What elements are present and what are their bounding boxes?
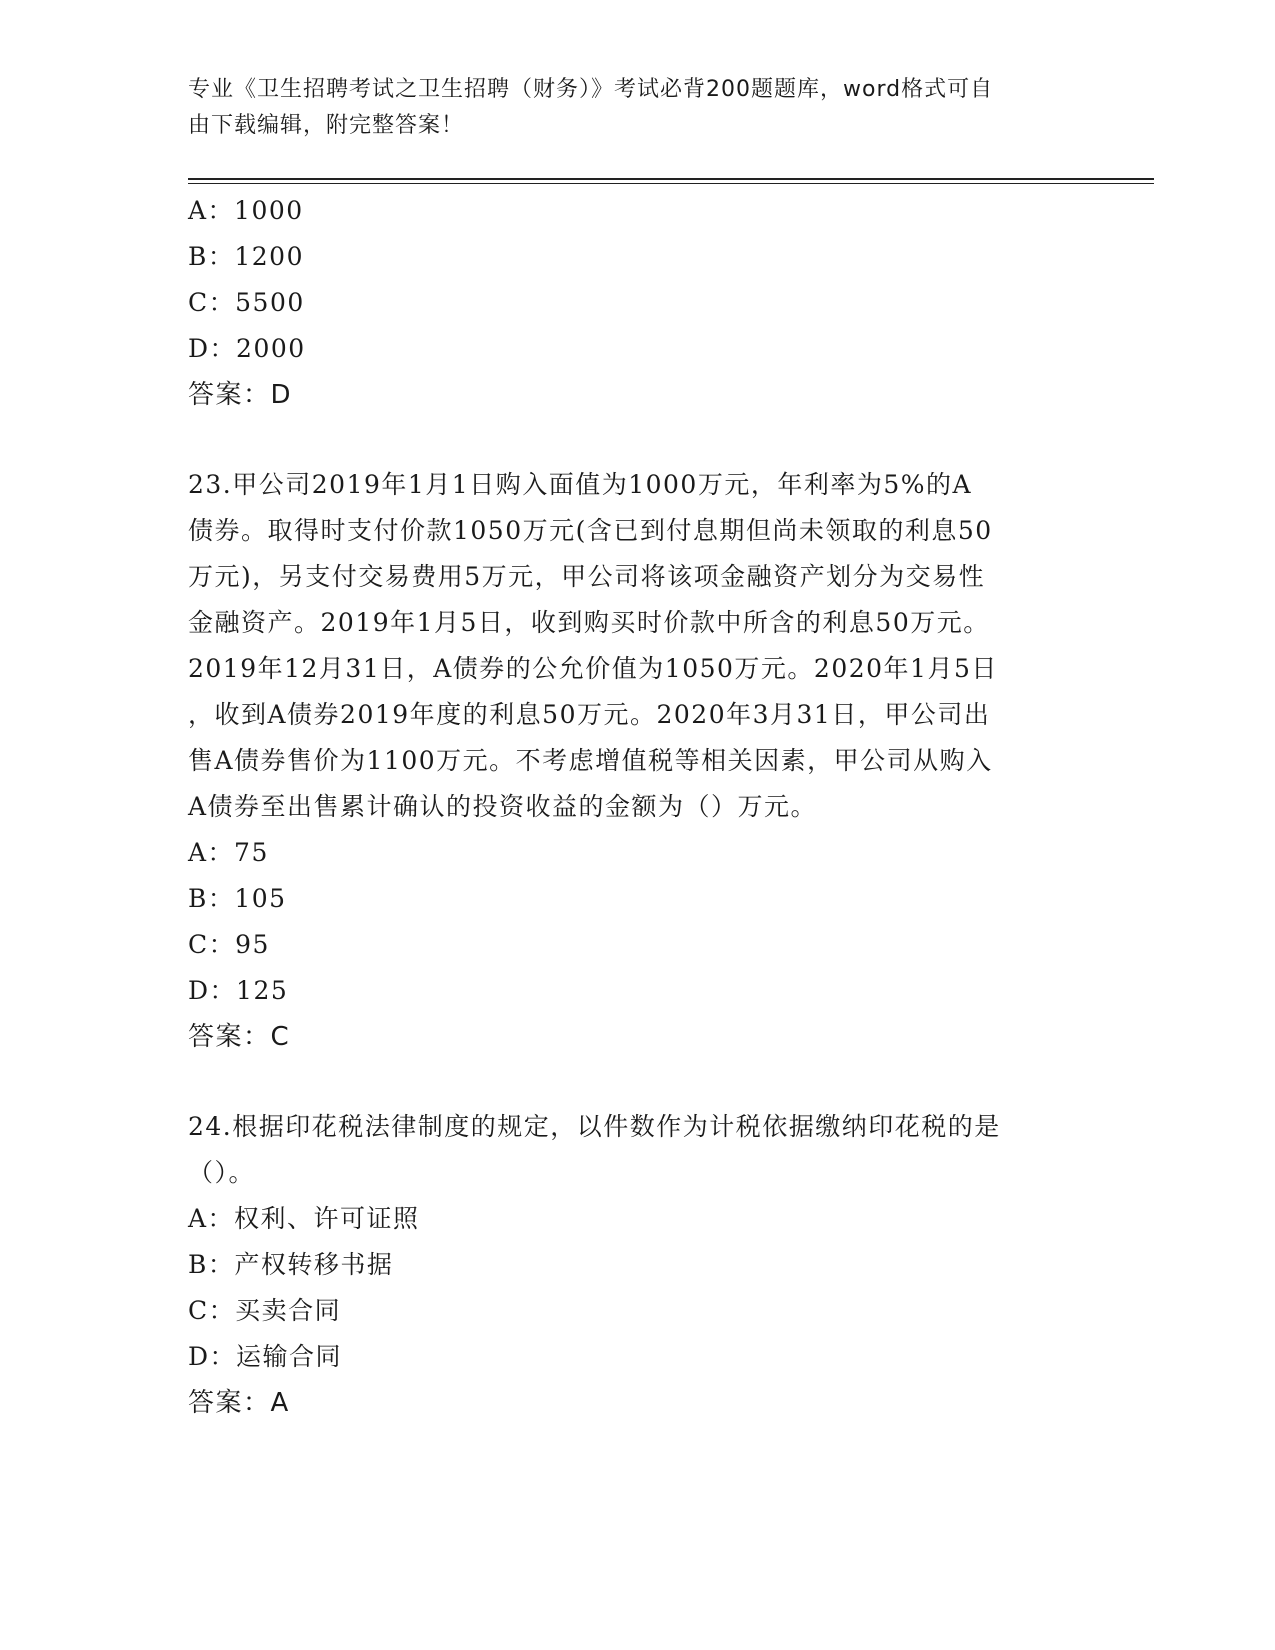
question-stem-line: 万元)，另支付交易费用5万元，甲公司将该项金融资产划分为交易性: [188, 562, 986, 591]
option-d: D：125: [188, 976, 289, 1005]
option-b: B：1200: [188, 242, 304, 271]
option-c: C：95: [188, 930, 270, 959]
document-body: [188, 188, 1088, 1426]
option-a: A：1000: [188, 196, 304, 225]
spacer: [188, 418, 1088, 462]
document-header: [188, 72, 1068, 144]
option-d: D：运输合同: [188, 1342, 343, 1371]
question-24: [188, 1104, 1088, 1426]
option-c: C：买卖合同: [188, 1296, 342, 1325]
question-stem-line: 24.根据印花税法律制度的规定，以件数作为计税依据缴纳印花税的是: [188, 1112, 1001, 1141]
question-23: [188, 462, 1088, 1060]
answer: 答案：A: [188, 1388, 290, 1418]
question-stem-line: 23.甲公司2019年1月1日购入面值为1000万元，年利率为5%的A: [188, 470, 973, 499]
answer: 答案：D: [188, 380, 293, 410]
question-stem-line: 售A债券售价为1100万元。不考虑增值税等相关因素，甲公司从购入: [188, 746, 993, 775]
question-stem-line: A债券至出售累计确认的投资收益的金额为（）万元。: [188, 792, 818, 821]
option-c: C：5500: [188, 288, 305, 317]
question-stem-line: 2019年12月31日，A债券的公允价值为1050万元。2020年1月5日: [188, 654, 998, 683]
question-stem-line: 债券。取得时支付价款1050万元(含已到付息期但尚未领取的利息50: [188, 516, 993, 545]
option-a: A：权利、许可证照: [188, 1204, 420, 1233]
header-line-2: 由下载编辑，附完整答案！: [188, 113, 465, 138]
option-d: D：2000: [188, 334, 306, 363]
question-22-tail: [188, 188, 1088, 418]
header-line-1: 专业《卫生招聘考试之卫生招聘（财务）》考试必背200题题库，word格式可自: [188, 77, 994, 102]
option-b: B：105: [188, 884, 287, 913]
option-b: B：产权转移书据: [188, 1250, 394, 1279]
option-a: A：75: [188, 838, 269, 867]
header-divider: [188, 178, 1154, 184]
question-stem-line: ，收到A债券2019年度的利息50万元。2020年3月31日，甲公司出: [188, 700, 991, 729]
answer: 答案：C: [188, 1022, 291, 1052]
question-stem-line: 金融资产。2019年1月5日，收到购买时价款中所含的利息50万元。: [188, 608, 990, 637]
question-stem-line: （）。: [188, 1158, 256, 1187]
spacer: [188, 1060, 1088, 1104]
